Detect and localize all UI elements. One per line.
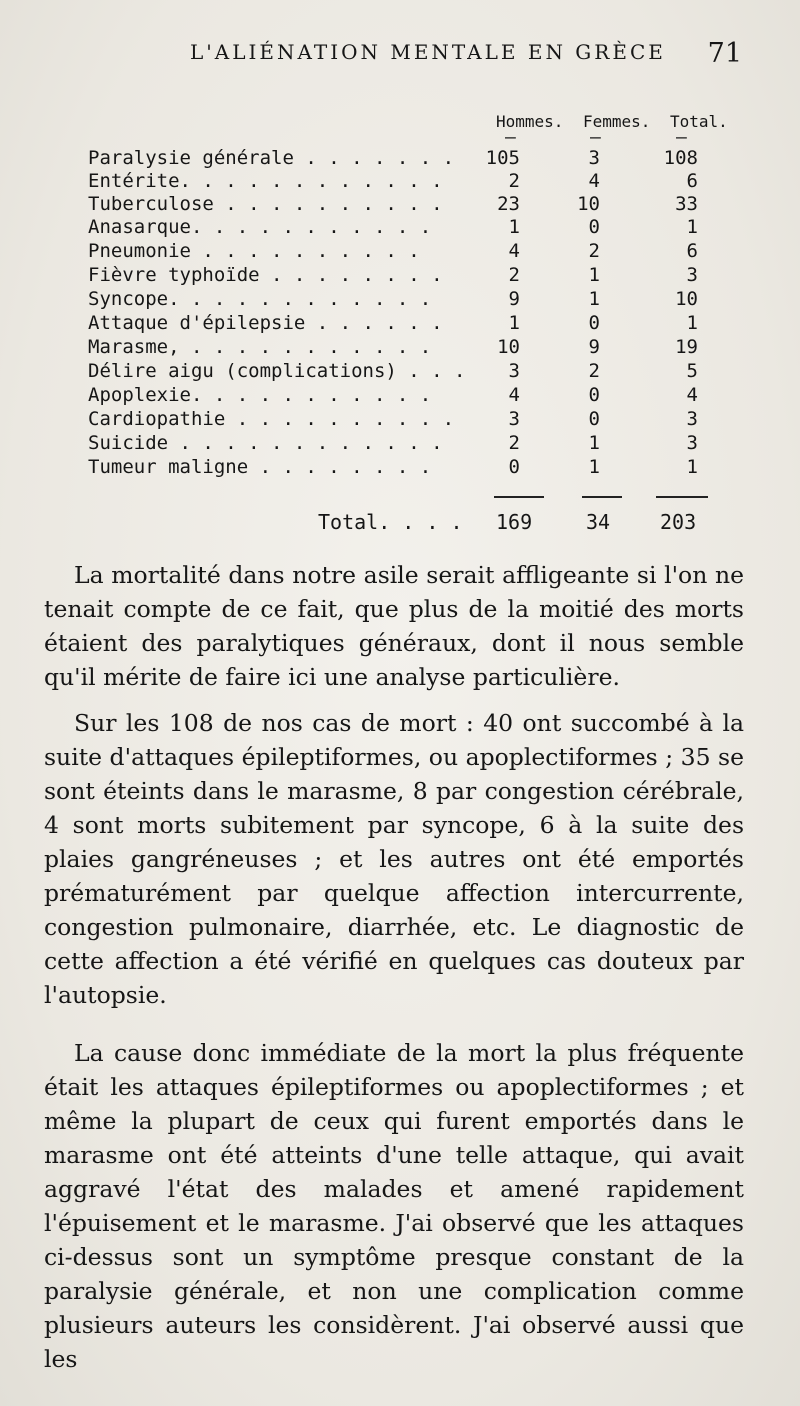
femmes-value: 4 <box>588 170 600 192</box>
column-dash: — <box>505 127 516 148</box>
total-rule <box>494 496 544 498</box>
cause-label: Paralysie générale . . . . . . . <box>88 147 455 169</box>
hommes-value: 105 <box>485 147 520 169</box>
table-row <box>88 240 728 264</box>
paragraph <box>44 1036 744 1396</box>
femmes-value: 3 <box>588 147 600 169</box>
paragraph-text: La mortalité dans notre asile serait affligeante si l'on ne tenait compte de ce fait, que plus de la moitié des morts étaient des paralytiques généraux, dont il nous semble qu'il mérite de faire ici une analyse particulière. <box>44 561 744 691</box>
femmes-value: 2 <box>588 240 600 262</box>
total-label: Total. . . . <box>318 510 463 534</box>
hommes-value: 23 <box>497 193 520 215</box>
hommes-value: 1 <box>508 216 520 238</box>
total-value: 3 <box>686 408 698 430</box>
hommes-value: 10 <box>497 336 520 358</box>
hommes-value: 0 <box>508 456 520 478</box>
column-header-hommes: Hommes. <box>496 112 564 131</box>
cause-label: Pneumonie . . . . . . . . . . <box>88 240 420 262</box>
total-value: 1 <box>686 216 698 238</box>
hommes-value: 9 <box>508 288 520 310</box>
table-row <box>88 193 728 217</box>
table-row <box>88 336 728 360</box>
femmes-value: 1 <box>588 432 600 454</box>
femmes-value: 0 <box>588 384 600 406</box>
table-row <box>88 312 728 336</box>
total-femmes: 34 <box>586 510 611 534</box>
cause-label: Syncope. . . . . . . . . . . . <box>88 288 432 310</box>
cause-label: Fièvre typhoïde . . . . . . . . <box>88 264 443 286</box>
total-value: 19 <box>675 336 698 358</box>
total-value: 33 <box>675 193 698 215</box>
column-header-femmes: Femmes. <box>583 112 651 131</box>
total-total: 203 <box>660 510 697 534</box>
femmes-value: 0 <box>588 216 600 238</box>
total-rule <box>656 496 708 498</box>
total-value: 108 <box>663 147 698 169</box>
total-rule <box>582 496 622 498</box>
hommes-value: 2 <box>508 264 520 286</box>
hommes-value: 3 <box>508 408 520 430</box>
total-value: 1 <box>686 312 698 334</box>
hommes-value: 2 <box>508 170 520 192</box>
cause-label: Délire aigu (complications) . . . <box>88 360 466 382</box>
femmes-value: 9 <box>588 336 600 358</box>
column-dash: — <box>676 127 687 148</box>
paragraph <box>44 558 744 728</box>
hommes-value: 2 <box>508 432 520 454</box>
total-value: 3 <box>686 264 698 286</box>
cause-label: Marasme, . . . . . . . . . . . <box>88 336 432 358</box>
column-dash: — <box>590 127 601 148</box>
table-row <box>88 147 728 171</box>
hommes-value: 1 <box>508 312 520 334</box>
femmes-value: 0 <box>588 408 600 430</box>
total-value: 5 <box>686 360 698 382</box>
hommes-value: 4 <box>508 240 520 262</box>
running-header: L'ALIÉNATION MENTALE EN GRÈCE <box>190 40 666 64</box>
femmes-value: 1 <box>588 288 600 310</box>
table-row <box>88 432 728 456</box>
paragraph <box>44 706 744 1036</box>
femmes-value: 1 <box>588 456 600 478</box>
cause-label: Tuberculose . . . . . . . . . . <box>88 193 443 215</box>
hommes-value: 4 <box>508 384 520 406</box>
femmes-value: 1 <box>588 264 600 286</box>
cause-label: Anasarque. . . . . . . . . . . <box>88 216 432 238</box>
table-row <box>88 408 728 432</box>
total-value: 6 <box>686 240 698 262</box>
table-row <box>88 216 728 240</box>
cause-label: Entérite. . . . . . . . . . . . <box>88 170 443 192</box>
cause-label: Cardiopathie . . . . . . . . . . <box>88 408 455 430</box>
total-value: 6 <box>686 170 698 192</box>
cause-label: Tumeur maligne . . . . . . . . <box>88 456 432 478</box>
cause-label: Apoplexie. . . . . . . . . . . <box>88 384 432 406</box>
cause-label: Suicide . . . . . . . . . . . . <box>88 432 443 454</box>
paragraph-text: Sur les 108 de nos cas de mort : 40 ont succombé à la suite d'attaques épileptiformes, ou apoplectiformes ; 35 se sont éteints dans le marasme, 8 par congestion cérébrale, 4 sont morts subitement par syncope, 6 à la suite des plaies gangréneuses ; et les autres ont été emportés prématurément par quelque affection intercurrente, congestion pulmonaire, diarrhée, etc. Le diagnostic de cette affection a été vérifié en quelques cas douteux par l'autopsie. <box>44 709 744 1009</box>
total-value: 10 <box>675 288 698 310</box>
paragraph-text: La cause donc immédiate de la mort la plus fréquente était les attaques épileptiformes ou apoplectiformes ; et même la plupart de ceux qui furent emportés dans le marasme ont été atteints d'une telle attaque, qui avait aggravé l'état des malades et amené rapidement l'épuisement et le marasme. J'ai observé que les attaques ci-dessus sont un symptôme presque constant de la paralysie générale, et non une complication comme plusieurs auteurs les considèrent. J'ai observé aussi que les <box>44 1039 744 1373</box>
table-row <box>88 264 728 288</box>
femmes-value: 0 <box>588 312 600 334</box>
page-number: 71 <box>707 38 742 69</box>
total-value: 1 <box>686 456 698 478</box>
hommes-value: 3 <box>508 360 520 382</box>
femmes-value: 2 <box>588 360 600 382</box>
femmes-value: 10 <box>577 193 600 215</box>
cause-label: Attaque d'épilepsie . . . . . . <box>88 312 443 334</box>
table-row <box>88 170 728 194</box>
column-header-total: Total. <box>670 112 728 131</box>
total-value: 4 <box>686 384 698 406</box>
total-value: 3 <box>686 432 698 454</box>
table-row <box>88 360 728 384</box>
total-hommes: 169 <box>496 510 533 534</box>
table-row <box>88 456 728 480</box>
table-row <box>88 288 728 312</box>
table-row <box>88 384 728 408</box>
